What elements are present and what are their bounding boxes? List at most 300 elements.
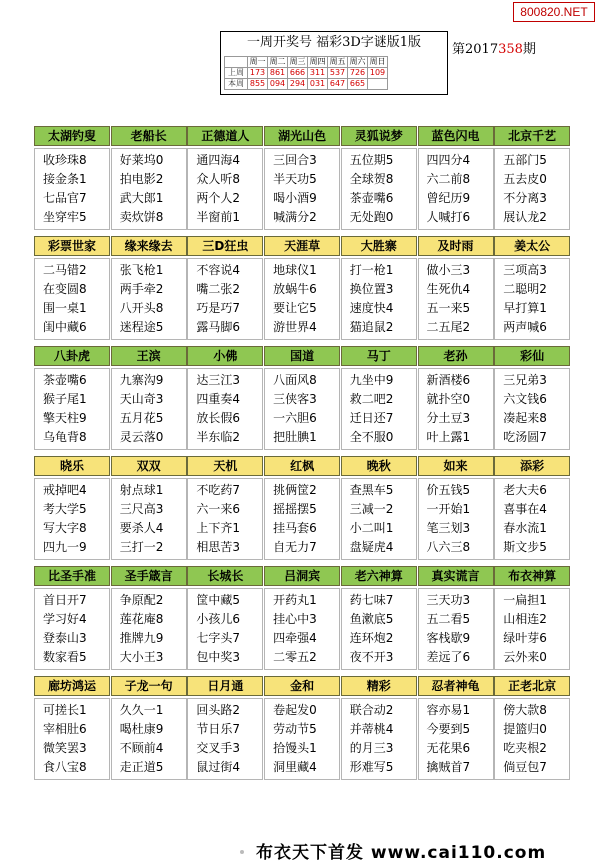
riddle-card-title: 长城长 xyxy=(187,566,263,586)
riddle-card-body xyxy=(418,258,494,340)
riddle-line: 夜不开3 xyxy=(349,650,394,664)
riddle-line: 不吃药7 xyxy=(196,483,241,497)
riddle-line: 久久一1 xyxy=(119,703,164,717)
riddle-line: 全球贺8 xyxy=(349,172,394,186)
riddle-card xyxy=(341,456,417,560)
riddle-line: 的月三3 xyxy=(349,741,394,755)
riddle-card-body xyxy=(187,148,263,230)
riddle-line: 天山奇3 xyxy=(119,392,164,406)
draw-number: 647 xyxy=(328,79,348,90)
riddle-card-title: 缘来缘去 xyxy=(111,236,187,256)
riddle-line: 巧是巧7 xyxy=(196,301,241,315)
row-label: 本周 xyxy=(225,79,248,90)
riddle-card-title: 湖光山色 xyxy=(264,126,340,146)
riddle-card-title: 布衣神算 xyxy=(494,566,570,586)
riddle-card xyxy=(111,236,187,340)
riddle-line: 闺中藏6 xyxy=(43,320,87,334)
riddle-card xyxy=(34,126,110,230)
riddle-card-body xyxy=(111,148,187,230)
riddle-card xyxy=(494,676,570,780)
riddle-line: 节日乐7 xyxy=(196,722,241,736)
riddle-card-body xyxy=(34,368,110,450)
this-week-row xyxy=(225,79,388,90)
riddle-card-body xyxy=(111,368,187,450)
riddle-line: 无花果6 xyxy=(426,741,471,755)
riddle-line: 走正道5 xyxy=(119,760,164,774)
riddle-line: 相思苦3 xyxy=(196,540,241,554)
riddle-line: 做小三3 xyxy=(426,263,471,277)
riddle-line: 客栈歇9 xyxy=(426,631,471,645)
riddle-line: 两手牵2 xyxy=(119,282,164,296)
riddle-line: 要杀人4 xyxy=(119,521,164,535)
riddle-card-title: 蓝色闪电 xyxy=(418,126,494,146)
riddle-card-body xyxy=(341,478,417,560)
riddle-line: 二零五2 xyxy=(273,650,317,664)
riddle-card xyxy=(418,346,494,450)
riddle-card xyxy=(264,676,340,780)
riddle-line: 武大郎1 xyxy=(119,191,164,205)
riddle-card-title: 太湖钓叟 xyxy=(34,126,110,146)
riddle-line: 三天功3 xyxy=(426,593,471,607)
riddle-line: 云外来0 xyxy=(503,650,547,664)
riddle-line: 无处跑0 xyxy=(349,210,394,224)
draw-number: 173 xyxy=(248,68,268,79)
riddle-line: 半天功5 xyxy=(273,172,317,186)
last-week-row xyxy=(225,68,388,79)
riddle-line: 三打一2 xyxy=(119,540,164,554)
riddle-line: 五一来5 xyxy=(426,301,471,315)
riddle-line: 傍大款8 xyxy=(503,703,547,717)
riddle-line: 七字头7 xyxy=(196,631,241,645)
riddle-line: 九寨沟9 xyxy=(119,373,164,387)
riddle-card-title: 国道 xyxy=(264,346,340,366)
riddle-card-title: 金和 xyxy=(264,676,340,696)
riddle-card xyxy=(111,676,187,780)
riddle-card xyxy=(111,346,187,450)
riddle-card xyxy=(34,676,110,780)
riddle-line: 挂马套6 xyxy=(273,521,317,535)
riddle-line: 春水流1 xyxy=(503,521,547,535)
riddle-line: 六文钱6 xyxy=(503,392,547,406)
riddle-card-body xyxy=(34,148,110,230)
riddle-card-body xyxy=(494,478,570,560)
riddle-card xyxy=(494,566,570,670)
riddle-card-title: 天机 xyxy=(187,456,263,476)
riddle-line: 人喊打6 xyxy=(426,210,471,224)
riddle-card xyxy=(264,126,340,230)
riddle-line: 早打算1 xyxy=(503,301,547,315)
riddle-card-title: 大胜寨 xyxy=(341,236,417,256)
riddle-card xyxy=(418,236,494,340)
riddle-line: 五月花5 xyxy=(119,411,164,425)
riddle-line: 一扁担1 xyxy=(503,593,547,607)
riddle-line: 交叉手3 xyxy=(196,741,241,755)
riddle-line: 七品官7 xyxy=(43,191,87,205)
draw-number: 031 xyxy=(308,79,328,90)
riddle-line: 救二吧2 xyxy=(349,392,394,406)
riddle-card xyxy=(34,346,110,450)
riddle-line: 形难写5 xyxy=(349,760,394,774)
riddle-card xyxy=(111,566,187,670)
riddle-line: 三兄弟3 xyxy=(503,373,547,387)
riddle-card-title: 子龙一句 xyxy=(111,676,187,696)
riddle-card-title: 正德道人 xyxy=(187,126,263,146)
weekly-draw-table xyxy=(224,56,388,90)
riddle-line: 众人听8 xyxy=(196,172,241,186)
riddle-card xyxy=(418,676,494,780)
riddle-line: 迁日还7 xyxy=(349,411,394,425)
riddle-line: 九坐中9 xyxy=(349,373,394,387)
riddle-card-body xyxy=(187,368,263,450)
riddle-line: 挂心中3 xyxy=(273,612,317,626)
weekday-label: 周日 xyxy=(369,57,386,66)
riddle-line: 药七味7 xyxy=(349,593,394,607)
riddle-line: 八面风8 xyxy=(273,373,317,387)
riddle-line: 不顾前4 xyxy=(119,741,164,755)
weekday-header-row xyxy=(225,57,388,68)
riddle-line: 大小王3 xyxy=(119,650,164,664)
riddle-card-title: 北京千艺 xyxy=(494,126,570,146)
riddle-card-title: 日月通 xyxy=(187,676,263,696)
riddle-line: 容亦易1 xyxy=(426,703,471,717)
riddle-line: 开药丸1 xyxy=(273,593,317,607)
riddle-card-title: 彩仙 xyxy=(494,346,570,366)
corner-cell xyxy=(225,57,248,68)
riddle-card-body xyxy=(341,148,417,230)
riddle-line: 在变圆8 xyxy=(43,282,87,296)
riddle-card-title: 三D狂虫 xyxy=(187,236,263,256)
riddle-line: 速度快4 xyxy=(349,301,394,315)
riddle-card-title: 老六神算 xyxy=(341,566,417,586)
riddle-line: 三项高3 xyxy=(503,263,547,277)
riddle-line: 上下齐1 xyxy=(196,521,241,535)
riddle-card xyxy=(187,126,263,230)
riddle-line: 张飞枪1 xyxy=(119,263,164,277)
riddle-card-body xyxy=(111,588,187,670)
riddle-line: 达三江3 xyxy=(196,373,241,387)
riddle-line: 一开始1 xyxy=(426,502,471,516)
riddle-card-body xyxy=(341,588,417,670)
riddle-line: 半东临2 xyxy=(196,430,241,444)
riddle-line: 小二叫1 xyxy=(349,521,394,535)
riddle-card-title: 忍者神龟 xyxy=(418,676,494,696)
riddle-card xyxy=(111,456,187,560)
riddle-line: 提篮归0 xyxy=(503,722,547,736)
riddle-line: 放蜗牛6 xyxy=(273,282,317,296)
riddle-card-title: 天涯草 xyxy=(264,236,340,256)
riddle-line: 老大夫6 xyxy=(503,483,547,497)
riddle-line: 要让它5 xyxy=(273,301,317,315)
riddle-line: 八开头8 xyxy=(119,301,164,315)
riddle-line: 拍电影2 xyxy=(119,172,164,186)
riddle-card-body xyxy=(187,258,263,340)
riddle-line: 回头路2 xyxy=(196,703,241,717)
riddle-line: 卷起发0 xyxy=(273,703,317,717)
riddle-line: 食八宝8 xyxy=(43,760,87,774)
riddle-card-title: 双双 xyxy=(111,456,187,476)
riddle-card xyxy=(341,566,417,670)
header-title: 一周开奖号 福彩3D字谜版1版 xyxy=(246,35,422,50)
riddle-line: 斯文步5 xyxy=(503,540,547,554)
riddle-card-title: 小佛 xyxy=(187,346,263,366)
weekday-label: 周四 xyxy=(309,57,326,66)
riddle-line: 茶壶嘴6 xyxy=(43,373,87,387)
draw-number: 537 xyxy=(328,68,348,79)
riddle-line: 挑俩筐2 xyxy=(273,483,317,497)
riddle-card-title: 精彩 xyxy=(341,676,417,696)
riddle-line: 叶上露1 xyxy=(426,430,471,444)
riddle-card-title: 晓乐 xyxy=(34,456,110,476)
draw-number: 094 xyxy=(268,79,288,90)
riddle-card-body xyxy=(34,588,110,670)
riddle-card-body xyxy=(418,588,494,670)
weekday-label: 周一 xyxy=(249,57,266,66)
riddle-line: 宰相肚6 xyxy=(43,722,87,736)
draw-number: 861 xyxy=(268,68,288,79)
riddle-line: 不容说4 xyxy=(196,263,241,277)
riddle-line: 两声喊6 xyxy=(503,320,547,334)
riddle-card-body xyxy=(187,698,263,780)
draw-number: 294 xyxy=(288,79,308,90)
riddle-line: 半窗前1 xyxy=(196,210,241,224)
riddle-line: 凑起来8 xyxy=(503,411,547,425)
riddle-line: 通四海4 xyxy=(196,153,241,167)
riddle-card-body xyxy=(264,368,340,450)
riddle-card xyxy=(264,456,340,560)
riddle-line: 展认龙2 xyxy=(503,210,547,224)
riddle-line: 吃汤圆7 xyxy=(503,430,547,444)
riddle-card-body xyxy=(34,478,110,560)
footer-source-text: 布衣天下首发 www.cai110.com xyxy=(256,843,547,863)
riddle-card-body xyxy=(34,258,110,340)
riddle-card-title: 比圣手准 xyxy=(34,566,110,586)
riddle-card-body xyxy=(111,698,187,780)
period-prefix: 第2017 xyxy=(452,42,499,57)
riddle-line: 筐中藏5 xyxy=(196,593,241,607)
riddle-line: 就扑空0 xyxy=(426,392,471,406)
riddle-line: 数家看5 xyxy=(43,650,87,664)
row-label: 上周 xyxy=(225,68,248,79)
riddle-card-title: 真实谎言 xyxy=(418,566,494,586)
riddle-line: 盘疑虎4 xyxy=(349,540,394,554)
riddle-line: 二马错2 xyxy=(43,263,87,277)
riddle-line: 喝杜康9 xyxy=(119,722,164,736)
riddle-card xyxy=(341,346,417,450)
riddle-card-title: 廊坊鸿运 xyxy=(34,676,110,696)
riddle-card xyxy=(264,346,340,450)
riddle-card-body xyxy=(187,588,263,670)
riddle-line: 把肚腆1 xyxy=(273,430,317,444)
riddle-line: 微笑罢3 xyxy=(43,741,87,755)
riddle-line: 六一来6 xyxy=(196,502,241,516)
riddle-card-body xyxy=(264,148,340,230)
riddle-line: 绿叶芽6 xyxy=(503,631,547,645)
riddle-line: 喜事在4 xyxy=(503,502,547,516)
riddle-line: 小孩儿6 xyxy=(196,612,241,626)
riddle-line: 四牵强4 xyxy=(273,631,317,645)
riddle-line: 坐穿牢5 xyxy=(43,210,87,224)
riddle-line: 八六三8 xyxy=(426,540,471,554)
riddle-line: 争原配2 xyxy=(119,593,164,607)
riddle-line: 二五尾2 xyxy=(426,320,471,334)
riddle-card-title: 马丁 xyxy=(341,346,417,366)
riddle-card-title: 老船长 xyxy=(111,126,187,146)
riddle-line: 三侠客3 xyxy=(273,392,317,406)
riddle-line: 分土豆3 xyxy=(426,411,471,425)
draw-number: 666 xyxy=(288,68,308,79)
riddle-line: 迷程途5 xyxy=(119,320,164,334)
riddle-card xyxy=(418,456,494,560)
riddle-card-body xyxy=(418,698,494,780)
riddle-line: 全不服0 xyxy=(349,430,394,444)
riddle-line: 学习好4 xyxy=(43,612,87,626)
riddle-card-body xyxy=(418,148,494,230)
riddle-line: 灵云落0 xyxy=(119,430,164,444)
riddle-card-body xyxy=(418,368,494,450)
riddle-card-body xyxy=(264,258,340,340)
riddle-card xyxy=(341,126,417,230)
riddle-card xyxy=(418,566,494,670)
riddle-card-title: 王滨 xyxy=(111,346,187,366)
riddle-card-title: 姜太公 xyxy=(494,236,570,256)
riddle-line: 猫追鼠2 xyxy=(349,320,394,334)
riddle-line: 打一枪1 xyxy=(349,263,394,277)
riddle-line: 三减一2 xyxy=(349,502,394,516)
riddle-card xyxy=(187,236,263,340)
riddle-line: 倘豆包7 xyxy=(503,760,547,774)
riddle-card xyxy=(418,126,494,230)
riddle-card xyxy=(494,126,570,230)
riddle-line: 劳动节5 xyxy=(273,722,317,736)
riddle-card-title: 八卦虎 xyxy=(34,346,110,366)
riddle-card-title: 晚秋 xyxy=(341,456,417,476)
riddle-line: 放长假6 xyxy=(196,411,241,425)
riddle-card-body xyxy=(34,698,110,780)
riddle-line: 连环炮2 xyxy=(349,631,394,645)
riddle-line: 二聪明2 xyxy=(503,282,547,296)
riddle-card xyxy=(34,236,110,340)
draw-number xyxy=(368,79,388,90)
riddle-line: 戒掉吧4 xyxy=(43,483,87,497)
riddle-line: 登泰山3 xyxy=(43,631,87,645)
riddle-line: 喊满分2 xyxy=(273,210,317,224)
riddle-line: 新酒楼6 xyxy=(426,373,471,387)
riddle-line: 鱼漱底5 xyxy=(349,612,394,626)
riddle-line: 五位期5 xyxy=(349,153,394,167)
riddle-card-title: 添彩 xyxy=(494,456,570,476)
riddle-line: 差远了6 xyxy=(426,650,471,664)
riddle-line: 价五钱5 xyxy=(426,483,471,497)
period-label xyxy=(452,38,536,57)
weekday-label: 周三 xyxy=(289,57,306,66)
riddle-line: 笔三划3 xyxy=(426,521,471,535)
riddle-line: 可搓长1 xyxy=(43,703,87,717)
riddle-card-body xyxy=(494,368,570,450)
riddle-line: 收珍珠8 xyxy=(43,153,87,167)
riddle-card-body xyxy=(264,698,340,780)
weekday-label: 周二 xyxy=(269,57,286,66)
riddle-line: 接金条1 xyxy=(43,172,87,186)
draw-number: 665 xyxy=(348,79,368,90)
riddle-line: 四重奏4 xyxy=(196,392,241,406)
riddle-card xyxy=(494,236,570,340)
site-watermark-badge: 800820.NET xyxy=(513,2,595,22)
riddle-card xyxy=(494,456,570,560)
riddle-line: 山相连2 xyxy=(503,612,547,626)
riddle-line: 四四分4 xyxy=(426,153,471,167)
riddle-line: 喝小酒9 xyxy=(273,191,317,205)
riddle-line: 鼠过街4 xyxy=(196,760,241,774)
riddle-line: 换位置3 xyxy=(349,282,394,296)
riddle-card xyxy=(34,456,110,560)
riddle-line: 并蒂桃4 xyxy=(349,722,394,736)
riddle-line: 不分离3 xyxy=(503,191,547,205)
riddle-card xyxy=(264,566,340,670)
riddle-line: 六二前8 xyxy=(426,172,471,186)
riddle-line: 查黑车5 xyxy=(349,483,394,497)
riddle-card-body xyxy=(494,698,570,780)
draw-number: 855 xyxy=(248,79,268,90)
riddle-line: 擎天柱9 xyxy=(43,411,87,425)
riddle-card-title: 及时雨 xyxy=(418,236,494,256)
riddle-card-body xyxy=(341,698,417,780)
riddle-card xyxy=(187,566,263,670)
draw-number: 726 xyxy=(348,68,368,79)
riddle-card-title: 正老北京 xyxy=(494,676,570,696)
riddle-line: 吃夹根2 xyxy=(503,741,547,755)
riddle-card xyxy=(187,676,263,780)
riddle-card-title: 老孙 xyxy=(418,346,494,366)
riddle-line: 擒贼首7 xyxy=(426,760,471,774)
riddle-line: 好莱坞0 xyxy=(119,153,164,167)
riddle-line: 五部门5 xyxy=(503,153,547,167)
riddle-line: 露马脚6 xyxy=(196,320,241,334)
riddle-line: 写大字8 xyxy=(43,521,87,535)
riddle-line: 三回合3 xyxy=(273,153,317,167)
riddle-line: 考大学5 xyxy=(43,502,87,516)
riddle-card-body xyxy=(494,148,570,230)
riddle-line: 自无力7 xyxy=(273,540,317,554)
riddle-card-title: 彩票世家 xyxy=(34,236,110,256)
riddle-card xyxy=(341,676,417,780)
riddle-line: 乌龟背8 xyxy=(43,430,87,444)
riddle-card-body xyxy=(264,588,340,670)
riddle-line: 今要到5 xyxy=(426,722,471,736)
riddle-card xyxy=(187,456,263,560)
riddle-line: 五二看5 xyxy=(426,612,471,626)
riddle-line: 卖炊饼8 xyxy=(119,210,164,224)
weekday-label: 周六 xyxy=(349,57,366,66)
riddle-line: 两个人2 xyxy=(196,191,241,205)
riddle-line: 推牌九9 xyxy=(119,631,164,645)
riddle-line: 洞里藏4 xyxy=(273,760,317,774)
draw-number: 311 xyxy=(308,68,328,79)
riddle-line: 拾馒头1 xyxy=(273,741,317,755)
riddle-card-body xyxy=(494,588,570,670)
riddle-line: 五去皮0 xyxy=(503,172,547,186)
riddle-line: 摇摇摆5 xyxy=(273,502,317,516)
riddle-line: 四九一9 xyxy=(43,540,87,554)
riddle-line: 莲花庵8 xyxy=(119,612,164,626)
riddle-card-body xyxy=(264,478,340,560)
footer-dot xyxy=(240,850,244,854)
riddle-line: 游世界4 xyxy=(273,320,317,334)
riddle-line: 地球仪1 xyxy=(273,263,317,277)
riddle-card xyxy=(111,126,187,230)
draw-number: 109 xyxy=(368,68,388,79)
riddle-card-body xyxy=(494,258,570,340)
period-number: 358 xyxy=(498,42,523,57)
